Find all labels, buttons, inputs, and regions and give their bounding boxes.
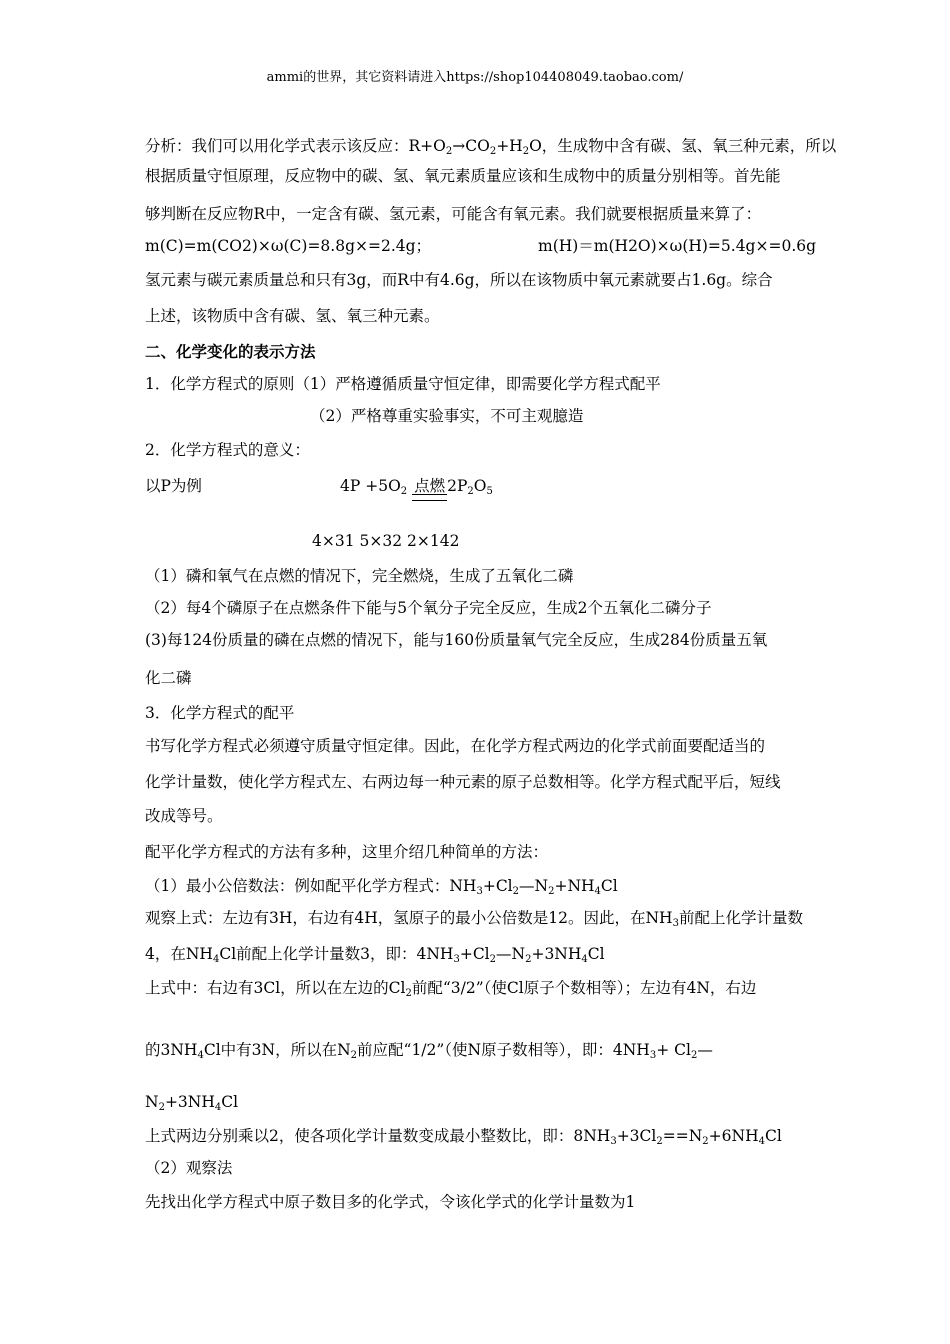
chlorine-line: 上式中：右边有3Cl，所以在左边的$Cl_2$前配“3/2”（使Cl原子个数相等）；左边有4N，右边 — [145, 979, 757, 999]
analysis-line-6: 上述，该物质中含有碳、氢、氧三种元素。 — [145, 307, 440, 325]
observation-text: 先找出化学方程式中原子数目多的化学式，令该化学式的化学计量数为1 — [145, 1193, 636, 1211]
reaction-condition: 点燃 — [412, 476, 447, 496]
balancing-text-2: 化学计量数，使化学方程式左、右两边每一种元素的原子总数相等。化学方程式配平后，短线 — [145, 773, 781, 791]
analysis-line-4-hydrogen: m(H)＝m(H2O)×ω(H)=5.4g×=0.6g — [538, 237, 817, 255]
example-label: 以P为例 — [145, 477, 202, 495]
meaning-3-line-1: (3)每124份质量的磷在点燃的情况下，能与160份质量氧气完全反应，生成284份质量五氧 — [145, 631, 768, 649]
meaning-heading: 2．化学方程式的意义： — [145, 441, 310, 459]
nitrogen-line: 的$3NH_4Cl$中有3N，所以在$N_2$前应配“1/2”（使N原子数相等），即：$4NH_3+$ $Cl_2—$ — [145, 1041, 713, 1061]
balancing-text-1: 书写化学方程式必须遵守质量守恒定律。因此，在化学方程式两边的化学式前面要配适当的 — [145, 737, 766, 755]
multiply-line: 上式两边分别乘以2，使各项化学计量数变成最小整数比，即：$8NH_3+3Cl_2==N_2+6NH_4Cl$ — [145, 1127, 782, 1147]
observe-line-1: 观察上式：左边有3H，右边有4H，氢原子的最小公倍数是12。因此，在$NH_3$前配上化学计量数 — [145, 909, 803, 929]
balancing-heading: 3．化学方程式的配平 — [145, 704, 295, 722]
nitrogen-line-cont: $N_2+3NH_4Cl$ — [145, 1093, 239, 1113]
balancing-text-3: 改成等号。 — [145, 807, 223, 825]
meaning-1: （1）磷和氧气在点燃的情况下，完全燃烧，生成了五氧化二磷 — [145, 567, 574, 585]
analysis-line-2: 根据质量守恒原理，反应物中的碳、氢、氧元素质量应该和生成物中的质量分别相等。首先能 — [145, 167, 781, 185]
analysis-line-5: 氢元素与碳元素质量总和只有3g，而R中有4.6g，所以在该物质中氧元素就要占1.6g。综合 — [145, 271, 773, 289]
relative-masses: 4×31 5×32 2×142 — [312, 532, 460, 550]
observe-line-2: 4，在$NH_4Cl$前配上化学计量数3，即：$4NH_3+Cl_2—N_2+3NH_4Cl$ — [145, 945, 605, 965]
meaning-2: （2）每4个磷原子在点燃条件下能与5个氧分子完全反应，生成2个五氧化二磷分子 — [145, 599, 712, 617]
principle-2: （2）严格尊重实验事实，不可主观臆造 — [310, 407, 584, 425]
phosphorus-equation: $4P +5O_2$ 点燃 $2P_2O_5$ — [340, 476, 493, 496]
analysis-line-3: 够判断在反应物R中，一定含有碳、氢元素，可能含有氧元素。我们就要根据质量来算了： — [145, 205, 762, 223]
section-title: 二、化学变化的表示方法 — [145, 342, 316, 361]
analysis-line-4-carbon: m(C)=m(CO2)×ω(C)=8.8g×=2.4g； — [145, 237, 432, 255]
principle-1: 1．化学方程式的原则（1）严格遵循质量守恒定律，即需要化学方程式配平 — [145, 375, 661, 393]
lcm-method: （1）最小公倍数法：例如配平化学方程式：$NH_3+Cl_2—N_2+NH_4Cl$ — [145, 877, 618, 897]
observation-method: （2）观察法 — [145, 1159, 233, 1177]
balancing-methods: 配平化学方程式的方法有多种，这里介绍几种简单的方法： — [145, 843, 549, 861]
meaning-3-line-2: 化二磷 — [145, 669, 192, 687]
analysis-line-1: 分析：我们可以用化学式表示该反应：$R+O_2\to CO_2+H_2O$，生成物中含有碳、氢、氧三种元素，所以 — [145, 137, 837, 157]
page-header: ammi的世界，其它资料请进入https://shop104408049.taobao.com/ — [266, 70, 684, 85]
